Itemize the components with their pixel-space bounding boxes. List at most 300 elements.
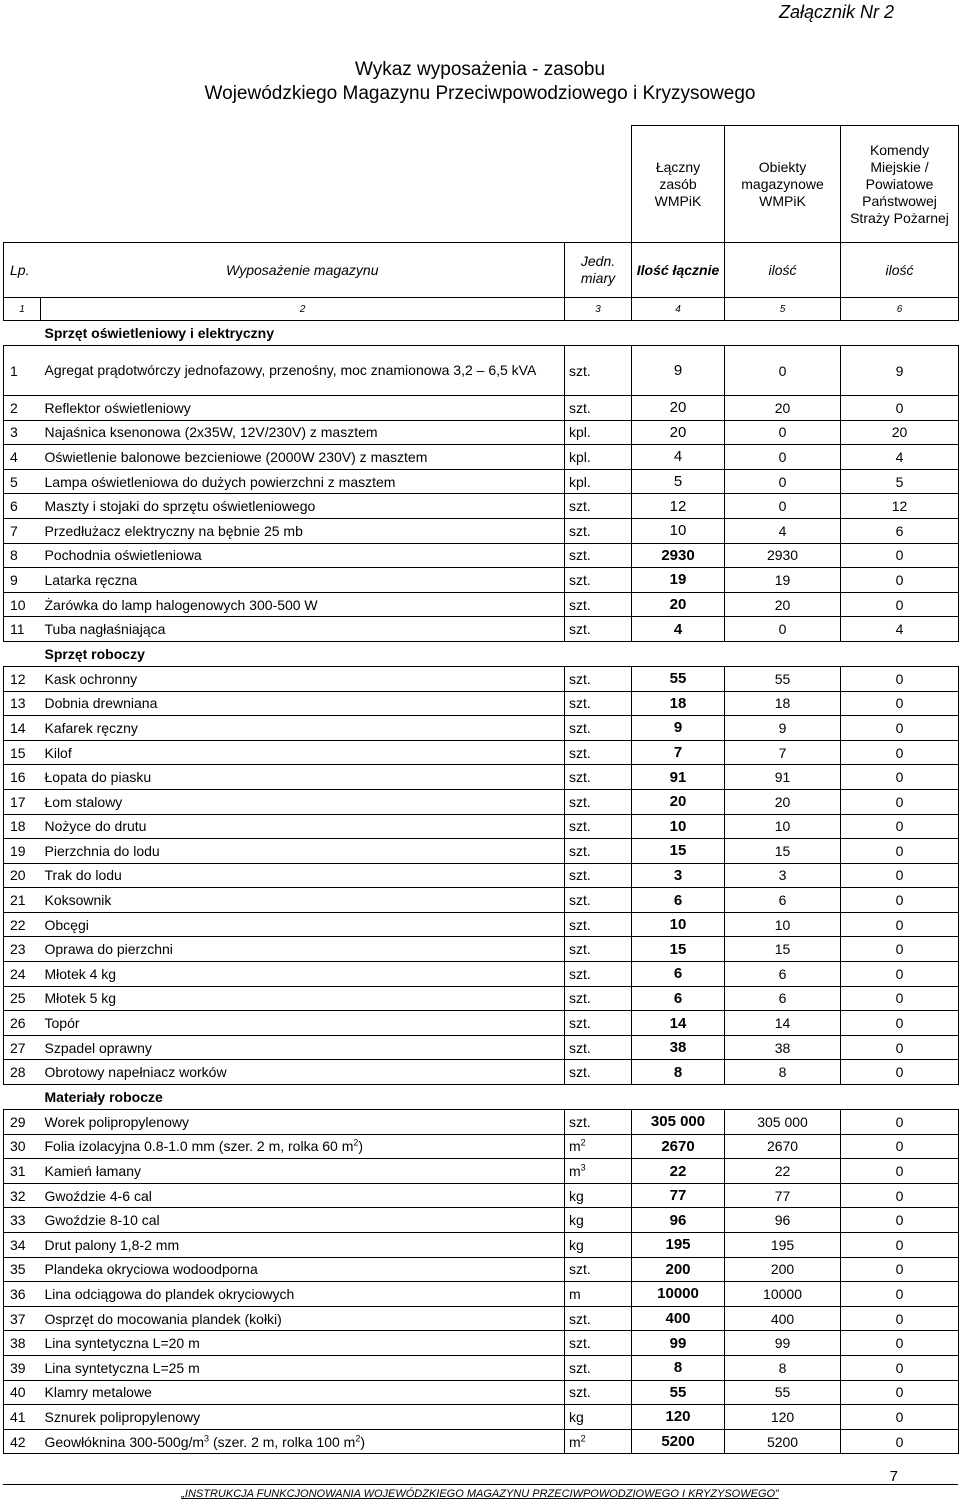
- row-unit-text: szt.: [569, 1384, 591, 1401]
- row-lp: 33: [4, 1208, 41, 1233]
- row-total: 5: [632, 469, 725, 494]
- row-objects: 19: [725, 568, 841, 593]
- section-lp-cell: [4, 1085, 41, 1110]
- footer-text: „INSTRUKCJA FUNKCJONOWANIA WOJEWÓDZKIEGO MAGAZYNU PRZECIWPOWODZIOWEGO I KRYZYSOWEGO”: [181, 1488, 779, 1500]
- table-row: [4, 962, 959, 987]
- row-objects: 20: [725, 396, 841, 421]
- row-psp: 0: [841, 1282, 959, 1307]
- table-row: [4, 716, 959, 741]
- row-unit-text: szt.: [569, 362, 591, 379]
- row-objects: 0: [725, 445, 841, 470]
- row-unit-text: szt.: [569, 1064, 591, 1081]
- row-objects: 9: [725, 716, 841, 741]
- row-unit: [565, 962, 632, 987]
- header-row-top: [4, 126, 959, 243]
- row-name-text: Kilof: [44, 744, 72, 761]
- row-lp: 35: [4, 1257, 41, 1282]
- row-total: 3: [632, 863, 725, 888]
- section-title: Sprzęt roboczy: [41, 641, 565, 666]
- row-total: 200: [632, 1257, 725, 1282]
- row-lp: 31: [4, 1159, 41, 1184]
- row-objects: 4: [725, 518, 841, 543]
- row-unit: [565, 1306, 632, 1331]
- header-total-stock: Łączny zasób WMPiK: [632, 126, 725, 243]
- row-name: [41, 1208, 565, 1233]
- row-unit-text: szt.: [569, 1335, 591, 1352]
- row-unit: [565, 666, 632, 691]
- column-numbers-row: [4, 298, 959, 321]
- row-total: 6: [632, 986, 725, 1011]
- header-unit: Jedn. miary: [565, 243, 632, 298]
- table-row: [4, 1233, 959, 1258]
- table-row: [4, 1331, 959, 1356]
- row-name: [41, 396, 565, 421]
- row-total: 38: [632, 1035, 725, 1060]
- row-unit: [565, 1208, 632, 1233]
- table-row: [4, 1011, 959, 1036]
- row-unit: [565, 912, 632, 937]
- table-row: [4, 469, 959, 494]
- row-name-text: Gwoździe 4-6 cal: [44, 1187, 152, 1204]
- table-row: [4, 1134, 959, 1159]
- row-name: [41, 1380, 565, 1405]
- row-name: [41, 1257, 565, 1282]
- row-total: 19: [632, 568, 725, 593]
- row-psp: 0: [841, 1110, 959, 1135]
- row-name: [41, 962, 565, 987]
- row-unit-text: kpl.: [569, 473, 591, 490]
- row-lp: 11: [4, 617, 41, 642]
- row-total: 10: [632, 912, 725, 937]
- row-psp: 0: [841, 1011, 959, 1036]
- header-warehouse-objects: Obiekty magazynowe WMPiK: [725, 126, 841, 243]
- row-name: [41, 1355, 565, 1380]
- section-blank: [565, 1085, 959, 1110]
- row-psp: 0: [841, 814, 959, 839]
- row-name: [41, 814, 565, 839]
- row-total: 7: [632, 740, 725, 765]
- row-psp: 0: [841, 1159, 959, 1184]
- table-row: [4, 986, 959, 1011]
- title-line-1: Wykaz wyposażenia - zasobu: [354, 59, 606, 80]
- table-row: [4, 1355, 959, 1380]
- table-row: [4, 1110, 959, 1135]
- row-unit: [565, 789, 632, 814]
- row-psp: 4: [841, 445, 959, 470]
- row-lp: 19: [4, 839, 41, 864]
- row-objects: 96: [725, 1208, 841, 1233]
- row-name: [41, 1060, 565, 1085]
- superscript: 2: [580, 1432, 586, 1443]
- row-total: 20: [632, 789, 725, 814]
- row-objects: 7: [725, 740, 841, 765]
- row-objects: 91: [725, 765, 841, 790]
- table-row: [4, 765, 959, 790]
- table-row: [4, 691, 959, 716]
- row-unit-text: szt.: [569, 867, 591, 884]
- row-unit: [565, 420, 632, 445]
- row-psp: 0: [841, 716, 959, 741]
- row-unit-text: szt.: [569, 547, 591, 564]
- row-total: 20: [632, 420, 725, 445]
- row-lp: 28: [4, 1060, 41, 1085]
- row-unit: [565, 814, 632, 839]
- row-name: [41, 789, 565, 814]
- row-lp: 5: [4, 469, 41, 494]
- row-lp: 12: [4, 666, 41, 691]
- table-row: [4, 494, 959, 519]
- row-unit: [565, 494, 632, 519]
- row-unit: [565, 1429, 632, 1454]
- row-psp: 0: [841, 543, 959, 568]
- row-lp: 24: [4, 962, 41, 987]
- row-unit-text: szt.: [569, 1310, 591, 1327]
- row-psp: 0: [841, 592, 959, 617]
- table-row: [4, 445, 959, 470]
- row-name: [41, 1134, 565, 1159]
- row-objects: 55: [725, 666, 841, 691]
- row-psp: 0: [841, 789, 959, 814]
- row-objects: 2670: [725, 1134, 841, 1159]
- table-row: [4, 518, 959, 543]
- row-psp: 0: [841, 691, 959, 716]
- table-row: [4, 740, 959, 765]
- row-total: 99: [632, 1331, 725, 1356]
- row-objects: 8: [725, 1355, 841, 1380]
- row-objects: 120: [725, 1405, 841, 1430]
- row-unit-text: szt.: [569, 818, 591, 835]
- row-name-text: Tuba nagłaśniająca: [44, 621, 166, 638]
- row-objects: 305 000: [725, 1110, 841, 1135]
- row-name-text: Topór: [44, 1015, 80, 1032]
- row-lp: 10: [4, 592, 41, 617]
- row-name: [41, 1159, 565, 1184]
- row-lp: 29: [4, 1110, 41, 1135]
- header-qty-objects: ilość: [725, 243, 841, 298]
- row-name-end: ): [360, 1433, 366, 1450]
- table-row: [4, 1208, 959, 1233]
- row-total: 96: [632, 1208, 725, 1233]
- section-title: Sprzęt oświetleniowy i elektryczny: [41, 321, 565, 346]
- table-row: [4, 346, 959, 396]
- row-psp: 20: [841, 420, 959, 445]
- row-name-text: Nożyce do drutu: [44, 818, 147, 835]
- row-unit: [565, 1035, 632, 1060]
- row-psp: 0: [841, 1257, 959, 1282]
- row-name: [41, 691, 565, 716]
- row-total: 4: [632, 445, 725, 470]
- row-objects: 8: [725, 1060, 841, 1085]
- row-total: 4: [632, 617, 725, 642]
- row-name: [41, 888, 565, 913]
- row-psp: 0: [841, 937, 959, 962]
- row-unit-text: szt.: [569, 892, 591, 909]
- row-total: 55: [632, 666, 725, 691]
- row-total: 8: [632, 1355, 725, 1380]
- row-name: [41, 518, 565, 543]
- row-unit-text: kpl.: [569, 448, 591, 465]
- row-objects: 38: [725, 1035, 841, 1060]
- row-unit: [565, 396, 632, 421]
- row-name-text: Koksownik: [44, 892, 112, 909]
- row-total: 15: [632, 937, 725, 962]
- row-unit: [565, 863, 632, 888]
- section-lp-cell: [4, 641, 41, 666]
- row-unit: [565, 1405, 632, 1430]
- row-lp: 2: [4, 396, 41, 421]
- row-total: 18: [632, 691, 725, 716]
- row-objects: 0: [725, 420, 841, 445]
- row-name: [41, 346, 565, 396]
- row-psp: 9: [841, 346, 959, 396]
- row-name-text: Geowłóknina 300-500g/m: [44, 1433, 205, 1450]
- superscript: 2: [353, 1137, 359, 1148]
- row-unit: [565, 1183, 632, 1208]
- row-total: 10000: [632, 1282, 725, 1307]
- row-objects: 2930: [725, 543, 841, 568]
- row-unit: [565, 1331, 632, 1356]
- row-name-text: Worek polipropylenowy: [44, 1113, 189, 1130]
- row-unit: [565, 1110, 632, 1135]
- row-name: [41, 494, 565, 519]
- row-lp: 32: [4, 1183, 41, 1208]
- row-total: 9: [632, 346, 725, 396]
- row-total: 5200: [632, 1429, 725, 1454]
- row-name: [41, 1331, 565, 1356]
- row-lp: 16: [4, 765, 41, 790]
- row-total: 91: [632, 765, 725, 790]
- table-row: [4, 617, 959, 642]
- row-objects: 10: [725, 912, 841, 937]
- row-total: 77: [632, 1183, 725, 1208]
- row-name-text: Maszty i stojaki do sprzętu oświetleniowego: [44, 498, 316, 515]
- row-unit-text: szt.: [569, 1359, 591, 1376]
- row-total: 2930: [632, 543, 725, 568]
- row-total: 12: [632, 494, 725, 519]
- row-unit: [565, 568, 632, 593]
- row-name: [41, 445, 565, 470]
- row-unit: [565, 839, 632, 864]
- row-name-text: Latarka ręczna: [44, 571, 138, 588]
- table-row: [4, 1183, 959, 1208]
- section-blank: [565, 641, 959, 666]
- row-objects: 0: [725, 346, 841, 396]
- row-name-text: Młotek 5 kg: [44, 990, 117, 1007]
- row-name-end: ): [358, 1138, 364, 1155]
- row-name: [41, 420, 565, 445]
- row-name: [41, 765, 565, 790]
- row-objects: 15: [725, 937, 841, 962]
- row-psp: 0: [841, 1355, 959, 1380]
- footer-rule: [3, 1484, 958, 1485]
- table-row: [4, 912, 959, 937]
- row-psp: 6: [841, 518, 959, 543]
- row-unit: [565, 740, 632, 765]
- row-unit: [565, 691, 632, 716]
- row-unit: [565, 543, 632, 568]
- row-psp: 0: [841, 740, 959, 765]
- row-objects: 195: [725, 1233, 841, 1258]
- row-objects: 6: [725, 888, 841, 913]
- row-unit: [565, 1355, 632, 1380]
- row-objects: 20: [725, 789, 841, 814]
- row-unit: [565, 1134, 632, 1159]
- row-total: 195: [632, 1233, 725, 1258]
- row-lp: 30: [4, 1134, 41, 1159]
- row-unit-text: szt.: [569, 793, 591, 810]
- row-lp: 21: [4, 888, 41, 913]
- row-objects: 22: [725, 1159, 841, 1184]
- row-name-text: Kask ochronny: [44, 670, 138, 687]
- row-objects: 0: [725, 494, 841, 519]
- row-unit-text: szt.: [569, 571, 591, 588]
- row-psp: 0: [841, 839, 959, 864]
- row-unit-text: szt.: [569, 842, 591, 859]
- row-unit-text: m: [569, 1433, 581, 1450]
- row-name: [41, 1183, 565, 1208]
- row-name-text: Folia izolacyjna 0.8-1.0 mm (szer. 2 m, rolka 60 m: [44, 1138, 354, 1155]
- row-lp: 38: [4, 1331, 41, 1356]
- row-objects: 14: [725, 1011, 841, 1036]
- row-total: 22: [632, 1159, 725, 1184]
- row-name: [41, 666, 565, 691]
- row-psp: 0: [841, 1134, 959, 1159]
- row-unit-text: szt.: [569, 670, 591, 687]
- col-number: 5: [725, 298, 841, 321]
- superscript: 3: [580, 1162, 586, 1173]
- row-name-text: Pochodnia oświetleniowa: [44, 547, 202, 564]
- row-name-text: Reflektor oświetleniowy: [44, 399, 191, 416]
- table-row: [4, 1405, 959, 1430]
- row-unit-text: szt.: [569, 695, 591, 712]
- table-row: [4, 1159, 959, 1184]
- row-lp: 13: [4, 691, 41, 716]
- header-equipment: Wyposażenie magazynu: [41, 243, 565, 298]
- row-unit: [565, 469, 632, 494]
- row-unit-text: kg: [569, 1408, 584, 1425]
- row-name-text: Obrotowy napełniacz worków: [44, 1064, 227, 1081]
- row-unit: [565, 346, 632, 396]
- table-row: [4, 666, 959, 691]
- page-title: [0, 58, 960, 106]
- section-blank: [565, 321, 959, 346]
- annex-label: Załącznik Nr 2: [778, 2, 894, 22]
- row-name-text: Pierzchnia do lodu: [44, 842, 160, 859]
- row-unit: [565, 888, 632, 913]
- row-lp: 15: [4, 740, 41, 765]
- row-psp: 0: [841, 1380, 959, 1405]
- row-lp: 6: [4, 494, 41, 519]
- row-name: [41, 592, 565, 617]
- row-total: 400: [632, 1306, 725, 1331]
- table-row: [4, 420, 959, 445]
- row-name-text: Łopata do piasku: [44, 769, 152, 786]
- table-row: [4, 1035, 959, 1060]
- row-psp: 12: [841, 494, 959, 519]
- table-row: [4, 592, 959, 617]
- row-unit-text: szt.: [569, 399, 591, 416]
- row-name: [41, 1429, 565, 1454]
- row-name-text: Plandeka okryciowa wodoodporna: [44, 1261, 258, 1278]
- row-psp: 0: [841, 1035, 959, 1060]
- row-lp: 7: [4, 518, 41, 543]
- row-lp: 8: [4, 543, 41, 568]
- row-name: [41, 1035, 565, 1060]
- row-total: 305 000: [632, 1110, 725, 1135]
- row-name-text: Sznurek polipropylenowy: [44, 1408, 201, 1425]
- row-name-text: Najaśnica ksenonowa (2x35W, 12V/230V) z masztem: [44, 424, 378, 441]
- row-name-text: Drut palony 1,8-2 mm: [44, 1236, 180, 1253]
- row-name: [41, 1405, 565, 1430]
- row-lp: 20: [4, 863, 41, 888]
- row-psp: 0: [841, 1306, 959, 1331]
- row-unit-text: kg: [569, 1212, 584, 1229]
- row-name: [41, 617, 565, 642]
- row-unit-text: szt.: [569, 1261, 591, 1278]
- row-name: [41, 839, 565, 864]
- row-name-text: Młotek 4 kg: [44, 965, 117, 982]
- row-unit-text: szt.: [569, 941, 591, 958]
- row-unit-text: szt.: [569, 621, 591, 638]
- row-psp: 0: [841, 765, 959, 790]
- row-name: [41, 469, 565, 494]
- row-psp: 0: [841, 1429, 959, 1454]
- row-unit-text: m: [569, 1163, 581, 1180]
- row-unit: [565, 765, 632, 790]
- row-psp: 0: [841, 1208, 959, 1233]
- row-lp: 23: [4, 937, 41, 962]
- row-name: [41, 937, 565, 962]
- row-name: [41, 716, 565, 741]
- row-name-text: Kafarek ręczny: [44, 719, 138, 736]
- header-blank: [4, 126, 632, 243]
- row-total: 20: [632, 592, 725, 617]
- row-total: 15: [632, 839, 725, 864]
- row-lp: 39: [4, 1355, 41, 1380]
- header-row-main: [4, 243, 959, 298]
- row-psp: 0: [841, 1233, 959, 1258]
- table-row: [4, 396, 959, 421]
- row-name-text: Dobnia drewniana: [44, 695, 158, 712]
- row-objects: 5200: [725, 1429, 841, 1454]
- row-name: [41, 543, 565, 568]
- row-name: [41, 1110, 565, 1135]
- row-unit-text: szt.: [569, 965, 591, 982]
- row-lp: 17: [4, 789, 41, 814]
- row-name-text: Lampa oświetleniowa do dużych powierzchni z masztem: [44, 473, 396, 490]
- row-name-text: Gwoździe 8-10 cal: [44, 1212, 160, 1229]
- table-row: [4, 789, 959, 814]
- table-row: [4, 888, 959, 913]
- row-unit: [565, 1159, 632, 1184]
- header-qty-total: Ilość łącznie: [632, 243, 725, 298]
- row-lp: 37: [4, 1306, 41, 1331]
- row-objects: 10: [725, 814, 841, 839]
- row-unit-text: kg: [569, 1236, 584, 1253]
- row-lp: 40: [4, 1380, 41, 1405]
- row-psp: 5: [841, 469, 959, 494]
- row-unit: [565, 716, 632, 741]
- row-unit-text: szt.: [569, 916, 591, 933]
- row-lp: 36: [4, 1282, 41, 1307]
- row-total: 2670: [632, 1134, 725, 1159]
- row-unit-text: kg: [569, 1187, 584, 1204]
- row-objects: 20: [725, 592, 841, 617]
- row-name-text: Lina syntetyczna L=25 m: [44, 1359, 200, 1376]
- col-number: 3: [565, 298, 632, 321]
- row-total: 10: [632, 518, 725, 543]
- row-objects: 18: [725, 691, 841, 716]
